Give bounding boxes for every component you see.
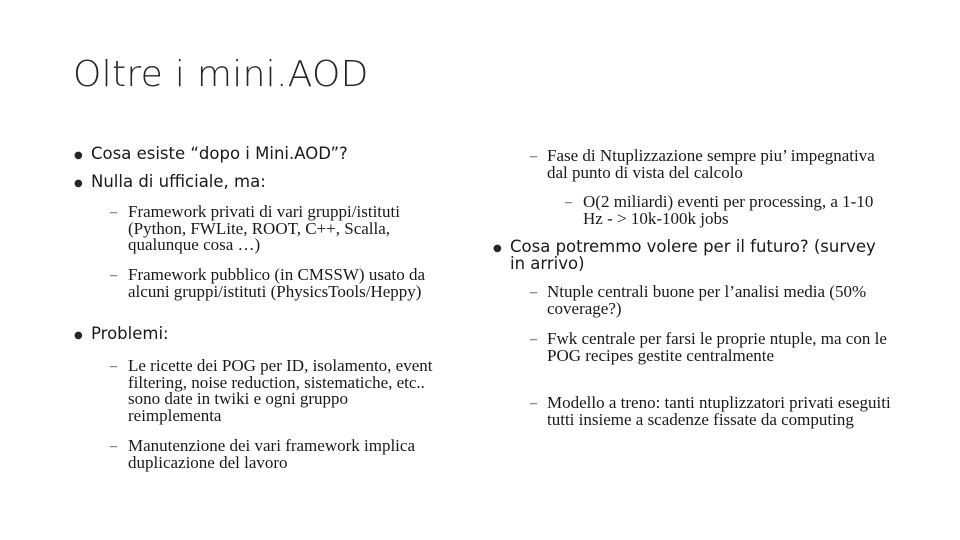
right-bullet-1-sub-3 bbox=[530, 395, 895, 428]
right-bullet-1 bbox=[493, 238, 888, 272]
bullet-text: Cosa esiste “dopo i Mini.AOD”? bbox=[91, 144, 348, 163]
dash-marker: – bbox=[110, 359, 117, 374]
sub-bullet-text: Modello a treno: tanti ntuplizzatori privati eseguiti tutti insieme a scadenze fissate da computing bbox=[547, 393, 891, 429]
right-bullet-1-sub-1 bbox=[530, 284, 890, 317]
left-bullet-3-sub-2 bbox=[110, 438, 470, 471]
sub-bullet-text: Fwk centrale per farsi le proprie ntuple, ma con le POG recipes gestite centralmente bbox=[547, 329, 887, 365]
dash-marker: – bbox=[530, 285, 537, 300]
sub-bullet-text: Le ricette dei POG per ID, isolamento, event filtering, noise reduction, sistematiche, etc.. sono date in twiki e ogni gruppo reimplementa bbox=[128, 356, 433, 425]
bullet-marker: ● bbox=[74, 150, 83, 161]
right-sub-1-sub-1 bbox=[565, 194, 890, 227]
bullet-text: Nulla di ufficiale, ma: bbox=[91, 172, 266, 191]
dash-marker: – bbox=[530, 332, 537, 347]
left-bullet-2 bbox=[74, 173, 404, 190]
bullet-marker: ● bbox=[74, 330, 83, 341]
dash-marker: – bbox=[110, 268, 117, 283]
bullet-marker: ● bbox=[493, 243, 502, 254]
slide-title: Oltre i mini.AOD bbox=[73, 54, 369, 95]
bullet-text: Problemi: bbox=[91, 324, 169, 343]
sub-bullet-text: Manutenzione dei vari framework implica duplicazione del lavoro bbox=[128, 436, 415, 472]
left-bullet-3 bbox=[74, 325, 404, 342]
sub-bullet-text: Framework privati di vari gruppi/istituti (Python, FWLite, ROOT, C++, Scalla, qualunque cosa …) bbox=[128, 202, 400, 254]
left-bullet-3-sub-1 bbox=[110, 358, 445, 424]
dash-marker: – bbox=[530, 149, 537, 164]
sub-bullet-text: Framework pubblico (in CMSSW) usato da alcuni gruppi/istituti (PhysicsTools/Heppy) bbox=[128, 265, 425, 301]
bullet-marker: ● bbox=[74, 178, 83, 189]
right-sub-1 bbox=[530, 148, 890, 181]
left-bullet-2-sub-2 bbox=[110, 267, 455, 300]
sub-bullet-text: Ntuple centrali buone per l’analisi media (50% coverage?) bbox=[547, 282, 867, 318]
right-bullet-1-sub-2 bbox=[530, 331, 890, 364]
sub-sub-bullet-text: O(2 miliardi) eventi per processing, a 1-10 Hz - > 10k-100k jobs bbox=[583, 192, 874, 228]
bullet-text: Cosa potremmo volere per il futuro? (survey in arrivo) bbox=[510, 237, 876, 273]
dash-marker: – bbox=[110, 439, 117, 454]
left-bullet-2-sub-1 bbox=[110, 204, 455, 254]
sub-bullet-text: Fase di Ntuplizzazione sempre piu’ impegnativa dal punto di vista del calcolo bbox=[547, 146, 875, 182]
dash-marker: – bbox=[110, 205, 117, 220]
dash-marker: – bbox=[565, 195, 572, 210]
left-bullet-1 bbox=[74, 145, 404, 162]
dash-marker: – bbox=[530, 396, 537, 411]
